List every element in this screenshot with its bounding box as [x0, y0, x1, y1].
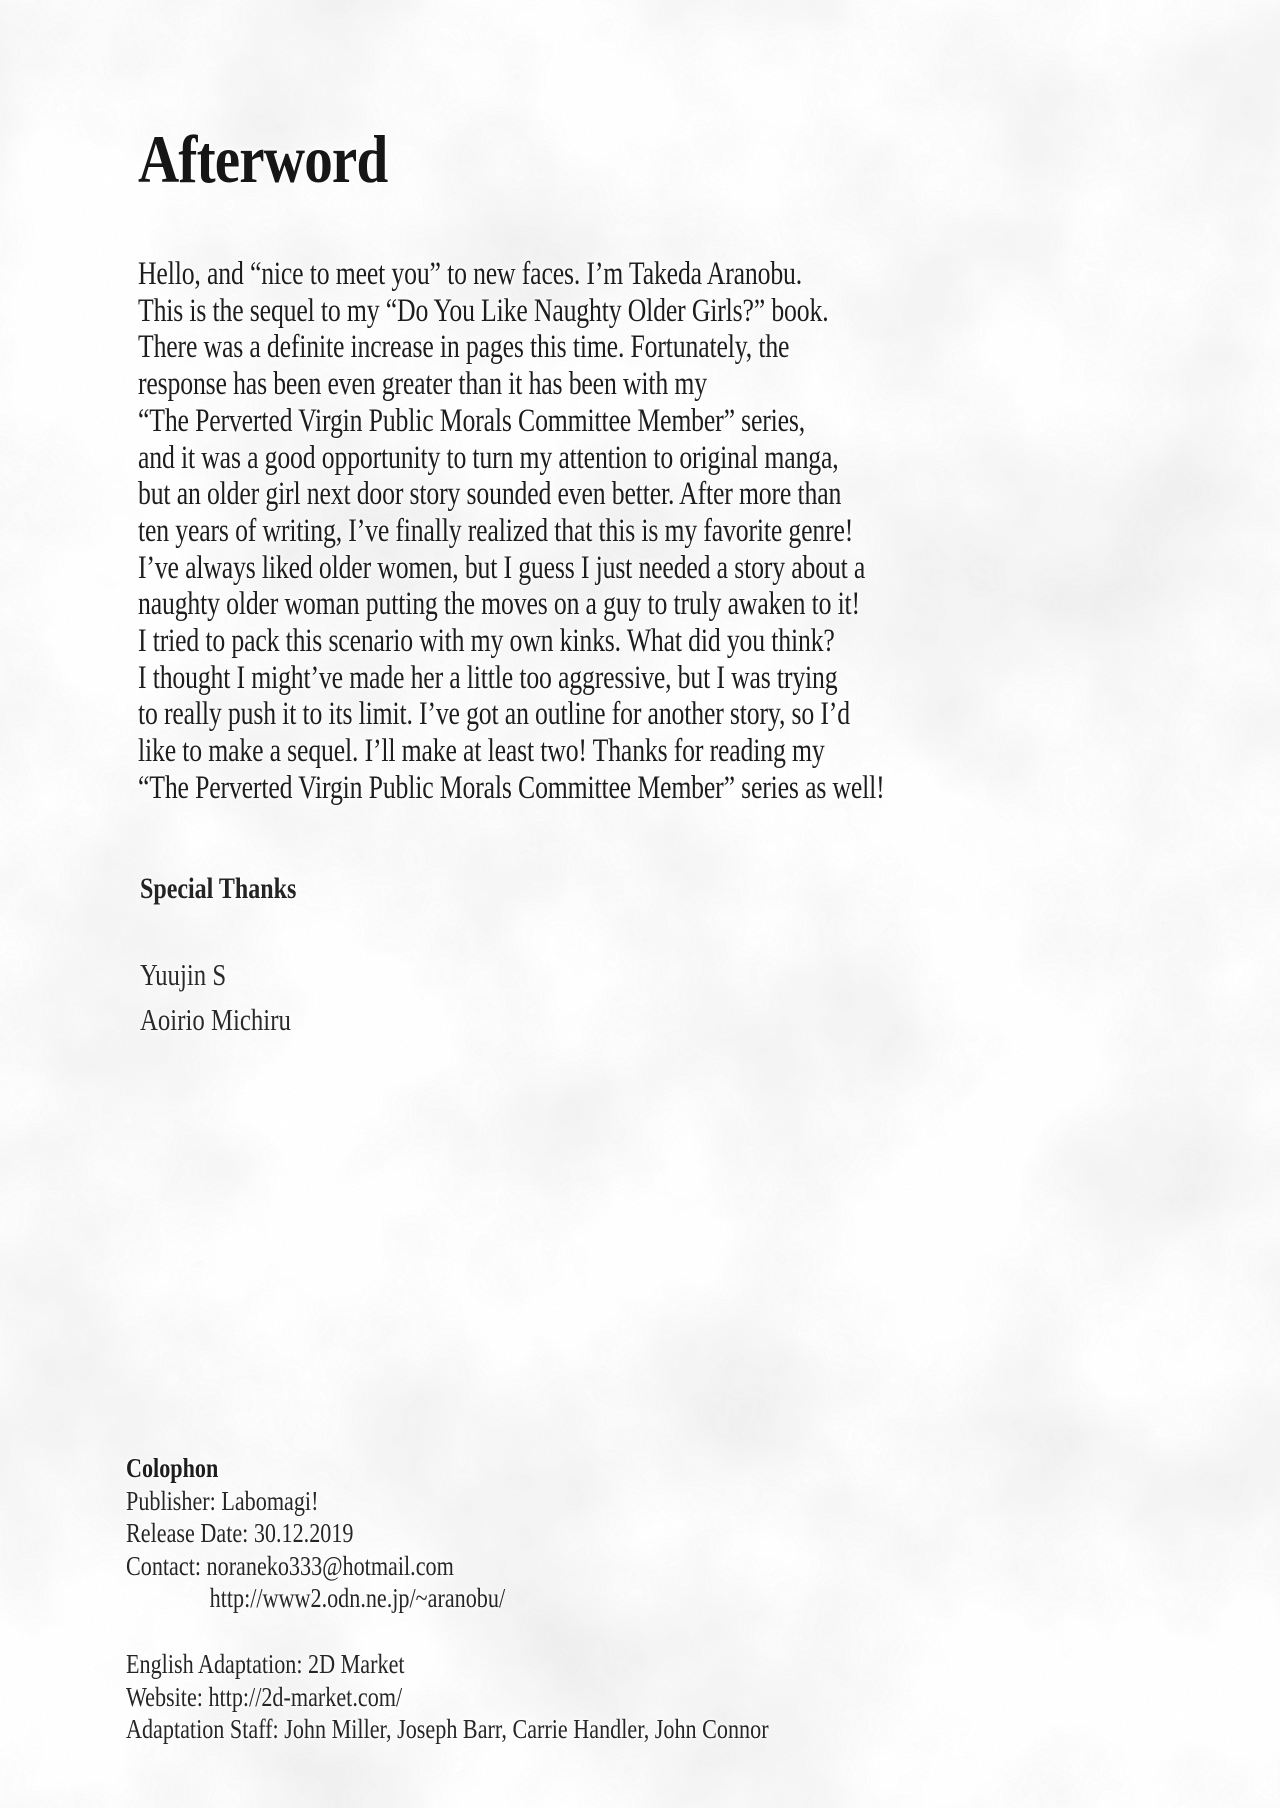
- afterword-body-line: “The Perverted Virgin Public Morals Committee Member” series as well!: [138, 769, 885, 806]
- adaptation-section: [126, 1648, 769, 1746]
- special-thanks-heading: Special Thanks: [140, 872, 297, 905]
- afterword-body-line: There was a definite increase in pages this time. Fortunately, the: [138, 329, 790, 366]
- colophon-section: [126, 1452, 505, 1615]
- colophon-publisher: Publisher: Labomagi!: [126, 1485, 319, 1516]
- adaptation-english: English Adaptation: 2D Market: [126, 1649, 405, 1679]
- afterword-body-line: “The Perverted Virgin Public Morals Committee Member” series,: [138, 402, 806, 439]
- page-title: Afterword: [138, 121, 388, 197]
- afterword-body-line: I thought I might’ve made her a little too aggressive, but I was trying: [138, 659, 838, 696]
- colophon-contact-email: Contact: noraneko333@hotmail.com: [126, 1550, 454, 1581]
- adaptation-staff: Adaptation Staff: John Miller, Joseph Barr, Carrie Handler, John Connor: [126, 1714, 769, 1744]
- special-thanks-name: Aoirio Michiru: [140, 1002, 291, 1037]
- afterword-body-line: Hello, and “nice to meet you” to new faces. I’m Takeda Aranobu.: [138, 256, 803, 292]
- afterword-body: [138, 256, 885, 807]
- afterword-body-line: This is the sequel to my “Do You Like Naughty Older Girls?” book.: [138, 292, 829, 329]
- colophon-release-date: Release Date: 30.12.2019: [126, 1518, 354, 1548]
- colophon-website-url: http://www2.odn.ne.jp/~aranobu/: [209, 1583, 506, 1613]
- colophon-heading: Colophon: [126, 1453, 219, 1483]
- afterword-body-line: to really push it to its limit. I’ve got an outline for another story, so I’d: [138, 696, 850, 733]
- afterword-body-line: ten years of writing, I’ve finally realized that this is my favorite genre!: [138, 512, 854, 549]
- afterword-body-line: and it was a good opportunity to turn my attention to original manga,: [138, 439, 839, 476]
- adaptation-website-url: Website: http://2d-market.com/: [126, 1681, 403, 1712]
- afterword-body-line: like to make a sequel. I’ll make at least two! Thanks for reading my: [138, 733, 825, 770]
- afterword-body-line: response has been even greater than it has been with my: [138, 366, 707, 403]
- afterword-body-line: I’ve always liked older women, but I guess I just needed a story about a: [138, 549, 866, 586]
- special-thanks-names: [140, 952, 291, 1042]
- special-thanks-name: Yuujin S: [140, 957, 227, 992]
- afterword-body-line: but an older girl next door story sounded even better. After more than: [138, 476, 842, 513]
- afterword-body-line: I tried to pack this scenario with my own kinks. What did you think?: [138, 623, 835, 660]
- afterword-body-line: naughty older woman putting the moves on a guy to truly awaken to it!: [138, 586, 860, 623]
